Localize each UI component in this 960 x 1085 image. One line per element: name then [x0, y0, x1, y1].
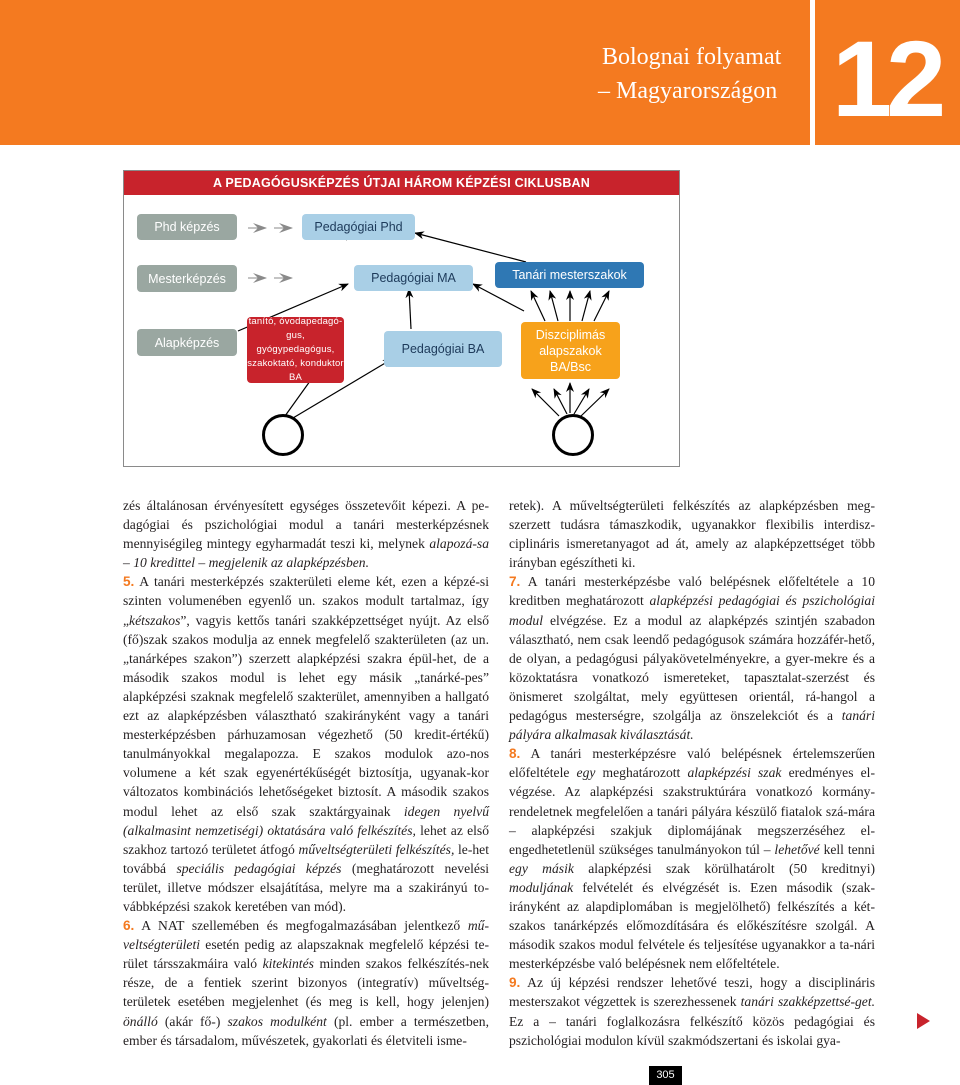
level-phd: Phd képzés [137, 214, 237, 240]
left-column [123, 496, 489, 1050]
disc-line3: BA/Bsc [550, 359, 591, 374]
source-circle-right [552, 414, 594, 456]
left-paragraph-1: zés általánosan érvényesített egységes összetevőit képezi. A pe-dagógiai és pszichológiai modul a tanári mesterképzésnek mennyiségileg mintegy egyharmadát teszi ki, melynek alapozá-sa – 10 kredittel – megjelenik az alapképzésben. [123, 498, 489, 571]
teacher-ba-line4: BA [288, 372, 303, 383]
right-column [509, 496, 875, 1050]
page-number: 305 [649, 1066, 682, 1085]
box-pedagogiai-phd: Pedagógiai Phd [302, 214, 415, 240]
disc-line1: Diszciplimás [535, 327, 606, 342]
teacher-ba-line2: gus, gyógypedagógus, [256, 330, 335, 355]
left-paragraph-6: 6. A NAT szellemében és megfogalmazásában jelentkező mű-veltségterületi esetén pedig az alapszaknak megfelelő képzési te-rület társszakmáira való kitekintés minden szakos felkészítés-nek része, de a fentiek szerint bizonyos (integratív) műveltség-területek esetében megjelenhet (és meg is kell, hogy jelenjen) önálló (akár fő-) szakos modulként (pl. ember a természetben, ember és társadalom, művészetek, gyakorlati és életviteli isme- [123, 918, 489, 1048]
header-title-line2: – Magyarországon [598, 78, 778, 104]
right-paragraph-1: retek). A műveltségterületi felkészítés az alapképzésben meg-szerzett tudásra támaszkodik, ugyanakkor flexibilis interdisz-ciplináris ismeretanyagot ad át, amely az alapképzettséget több irányban egészítheti ki. [509, 498, 875, 571]
box-teacher-ba [247, 317, 344, 383]
box-pedagogiai-ma: Pedagógiai MA [354, 265, 473, 291]
pedagogy-diagram [123, 170, 680, 467]
box-disciplinary-ba [521, 322, 620, 379]
box-pedagogiai-ba: Pedagógiai BA [384, 331, 502, 367]
box-tanari-mesterszakok: Tanári mesterszakok [495, 262, 644, 288]
teacher-ba-line1: tanító, óvodapedagó- [248, 316, 343, 327]
header-title-line1: Bolognai folyamat [602, 44, 782, 70]
right-paragraph-7: 7. A tanári mesterképzésbe való belépésnek előfeltétele a 10 kreditben meghatározott alapképzési pedagógiai és pszichológiai modul elvégzése. Ez a modul az alapképzés szintjén szabadon választható, nem csak leendő pedagógusok számára hozzáfér-hető, de olyan, a pedagógusi pályakövetelményekre, a gyer-mekre és a közoktatásra vonatkozó ismereteket, tapasztalat-szerzést és önismeret szolgáltat, mely együttesen orientál, rá-hangol a pedagógus mesterségre, szolgálja az önszelekciót és a tanári pályára alkalmasak kiválasztását. [509, 574, 875, 743]
right-paragraph-8: 8. A tanári mesterképzésre való belépésnek értelemszerűen előfeltétele egy meghatározott alapképzési szak eredményes el-végzése. Az alapképzési szakstruktúrára vonatkozó kormány-rendeletnek megfelelően a tanári pályára készülő fiatalok szá-mára – alapképzési szakjuk diplomájának megszerzéséhez el-engedhetetlenül szükséges tanulmányokon túl – lehetővé kell tenni egy másik alapképzési szak körülhatárolt (50 kreditnyi) moduljának felvételét és elvégzését is. Ezen második (szak-irányként az alapdiplomában is megjelölhető) felkészítés a két-szakos tanárképzés előmozdítására és előkészítésre szolgál. A második szakos modul felvétele és teljesítése ugyanakkor a ta-nári mesterképzésbe való belépésnek nem előfeltétele. [509, 746, 876, 972]
level-master: Mesterképzés [137, 265, 237, 292]
left-paragraph-5: 5. A tanári mesterképzés szakterületi eleme két, ezen a képzé-si szinten volumenében egyenlő un. szakos modult tartalmaz, így „kétszakos”, vagyis kettős tanári szakképzettséget nyújt. Az első (fő)szak szakos modulja az ennek megfelelő szakterületen (az un. „tanárképes szakon”) szerzett alapképzési szakra épül-het, de a második szakos modul is lehet egy másik „tanárké-pes” alapképzési szaknak megfelelő szakterület, amennyiben a hallgató ezt az alapképzésben választható szakirányként vagy a tanári mesterképzésben párhuzamosan végezhető (50 kredit-értékű) tanulmányokkal megalapozza. E szakos modulok azo-nos volumene a két szak egyenértékűségét biztosítja, ugyanak-kor változatos kombinációs lehetőségeket biztosít. A második szakos modul lehet az első szak szaktárgyainak idegen nyelvű (alkalmasint nemzetiségi) oktatására való felkészítés, lehet az első szakhoz tartozó területet átfogó műveltségterületi felkészítés, le-het továbbá speciális pedagógiai képzés (meghatározott nevelési terület, illetve módszer elsajátítása, melyre ma a szakirányú to-vábbképzési szakok keretében van mód). [123, 574, 490, 914]
level-bachelor: Alapképzés [137, 329, 237, 356]
chapter-number: 12 [832, 18, 941, 139]
chapter-header [0, 0, 960, 145]
header-divider [810, 0, 815, 145]
right-paragraph-9: 9. Az új képzési rendszer lehetővé teszi, hogy a disciplináris mesterszakot végzettek is szerezhessenek tanári szakképzettsé-get. Ez a – tanári foglalkozásra felkészítő közös pedagógiai és pszichológiai modulon kívül szakmódszertani és iskolai gya- [509, 975, 875, 1048]
continue-arrow-icon [917, 1013, 930, 1029]
disc-line2: alapszakok [539, 343, 602, 358]
figure-title: A PEDAGÓGUSKÉPZÉS ÚTJAI HÁROM KÉPZÉSI CIKLUSBAN [124, 171, 679, 195]
teacher-ba-line3: szakoktató, konduktor [247, 358, 344, 369]
source-circle-left [262, 414, 304, 456]
